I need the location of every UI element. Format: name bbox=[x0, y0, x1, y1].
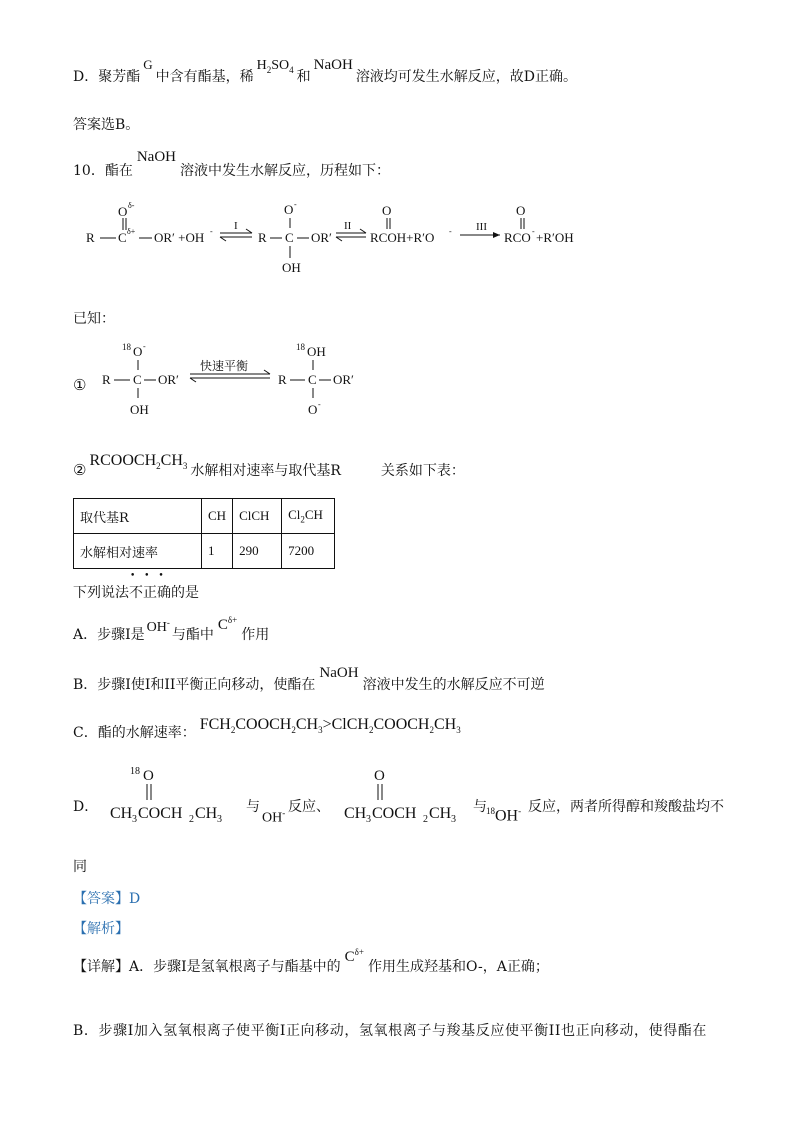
question-10-stem bbox=[73, 149, 390, 180]
option-b-pre: B．步骤I使I和II平衡正向移动，使酯在 bbox=[73, 677, 316, 693]
q10-b: 溶液中发生水解反应，历程如下： bbox=[179, 163, 390, 179]
option-b-post: 溶液中发生的水解反应不可逆 bbox=[362, 677, 545, 693]
svg-text:R: R bbox=[278, 372, 287, 387]
prev-d-a: D．聚芳酯 bbox=[73, 69, 141, 85]
known-1-number: ① bbox=[73, 376, 87, 394]
prev-d-naoh: NaOH bbox=[313, 57, 353, 73]
step-2-label: II bbox=[344, 220, 352, 232]
option-d-with-1: 与 bbox=[246, 799, 260, 815]
svg-text:OH: OH bbox=[282, 260, 301, 275]
svg-text:C: C bbox=[285, 230, 294, 245]
svg-text:RCO: RCO bbox=[504, 230, 531, 245]
svg-text:+R′OH: +R′OH bbox=[536, 230, 574, 245]
table-cell: 7200 bbox=[282, 534, 335, 569]
table-cell: 290 bbox=[233, 534, 282, 569]
svg-text:-: - bbox=[210, 227, 213, 236]
svg-text:OH: OH bbox=[307, 344, 326, 359]
svg-text:3: 3 bbox=[132, 814, 137, 825]
svg-text:RCOH+R′O: RCOH+R′O bbox=[370, 230, 435, 245]
known-2-number: ② bbox=[73, 461, 87, 479]
analysis-label: 【解析】 bbox=[73, 921, 129, 937]
svg-text:OH: OH bbox=[130, 402, 149, 417]
svg-text:O: O bbox=[284, 202, 294, 217]
known-2-text2: 关系如下表： bbox=[380, 463, 465, 479]
svg-text:3: 3 bbox=[366, 814, 371, 825]
q10-a: 10．酯在 bbox=[73, 163, 133, 179]
svg-text:O: O bbox=[133, 344, 143, 359]
table-row bbox=[74, 534, 335, 569]
answer-label: 【答案】D bbox=[73, 891, 141, 907]
option-d-label: D． bbox=[73, 799, 99, 815]
svg-text:C: C bbox=[133, 372, 142, 387]
option-d-ester-18o bbox=[108, 760, 238, 830]
svg-text:CH: CH bbox=[195, 805, 218, 822]
option-a-post: 作用 bbox=[241, 627, 270, 643]
detail-b: B．步骤I加入氢氧根离子使平衡I正向移动，氢氧根离子与羧基反应使平衡II也正向移动，使得酯在 bbox=[73, 1023, 708, 1039]
svg-text:R: R bbox=[86, 230, 95, 245]
option-a bbox=[73, 615, 270, 644]
question-prompt: 下列说法不正确的是 bbox=[73, 585, 199, 601]
known-2 bbox=[73, 452, 465, 479]
svg-text:C: C bbox=[118, 230, 127, 245]
option-c bbox=[73, 714, 461, 741]
table-header-cell: CH bbox=[202, 499, 233, 534]
svg-text:18: 18 bbox=[122, 342, 131, 352]
table-row bbox=[74, 499, 335, 534]
option-d-ester bbox=[342, 760, 462, 830]
svg-text:3: 3 bbox=[451, 814, 456, 825]
step-3-label: III bbox=[476, 221, 487, 233]
option-d-react-1: 反应、 bbox=[288, 799, 330, 815]
option-b bbox=[73, 665, 545, 694]
svg-text:R: R bbox=[258, 230, 267, 245]
table-cell: 1 bbox=[202, 534, 233, 569]
option-a-pre: A．步骤I是 bbox=[73, 627, 145, 643]
svg-text:-: - bbox=[449, 227, 452, 236]
prev-option-d bbox=[73, 57, 578, 87]
svg-text:R: R bbox=[102, 372, 111, 387]
detail-pre: 【详解】A．步骤I是氢氧根离子与酯基中的 bbox=[73, 959, 341, 975]
svg-text:O: O bbox=[118, 204, 128, 219]
svg-text:3: 3 bbox=[217, 814, 222, 825]
option-d-oh-1: OH- bbox=[262, 808, 286, 826]
svg-text:CH: CH bbox=[110, 805, 133, 822]
svg-text:-: - bbox=[143, 342, 146, 351]
known-label: 已知： bbox=[73, 311, 115, 327]
svg-text:-: - bbox=[532, 227, 535, 236]
table-header-cell: $Cl_2CH$ bbox=[282, 499, 335, 534]
prev-d-c: 溶液均可发生水解反应，故D正确。 bbox=[355, 69, 578, 85]
table-header-cell: ClCH bbox=[233, 499, 282, 534]
hydrolysis-mechanism bbox=[80, 198, 700, 278]
known-1-equilibrium bbox=[100, 336, 380, 420]
option-a-oh: OH- bbox=[146, 617, 170, 635]
detail-c: $C^{\delta+}$ bbox=[344, 947, 364, 965]
svg-text:-: - bbox=[294, 200, 297, 209]
svg-text:18: 18 bbox=[296, 342, 305, 352]
svg-text:OR′: OR′ bbox=[333, 372, 354, 387]
step-1-label: I bbox=[234, 220, 238, 232]
fast-equilibrium-label: 快速平衡 bbox=[200, 359, 249, 373]
detail-post: 作用生成羟基和O-，A正确； bbox=[367, 959, 549, 975]
q10-naoh: NaOH bbox=[136, 149, 176, 165]
svg-text:COCH: COCH bbox=[372, 805, 417, 822]
detail-a bbox=[73, 947, 549, 976]
option-a-c: $C^{\delta+}$ bbox=[217, 615, 238, 633]
svg-text:O: O bbox=[516, 203, 526, 218]
svg-text:δ-: δ- bbox=[128, 201, 135, 210]
option-a-mid: 与酯中 bbox=[171, 627, 214, 643]
option-d-react-2: 反应，两者所得醇和羧酸盐均不 bbox=[528, 799, 724, 815]
option-d-wrap: 同 bbox=[73, 859, 87, 875]
prev-d-h2so4: $H_2SO_4$ bbox=[256, 58, 294, 75]
option-d-with-2: 与 bbox=[473, 799, 487, 815]
svg-text:OR′ +OH: OR′ +OH bbox=[154, 230, 205, 245]
svg-text:18: 18 bbox=[130, 766, 140, 777]
svg-text:OR′: OR′ bbox=[311, 230, 332, 245]
known-2-text: 水解相对速率与取代基R bbox=[190, 463, 341, 479]
svg-text:O: O bbox=[382, 203, 392, 218]
table-header-cell: 取代基R bbox=[74, 499, 202, 534]
svg-text:CH: CH bbox=[344, 805, 367, 822]
rate-table bbox=[73, 498, 335, 569]
option-b-naoh: NaOH bbox=[319, 665, 359, 681]
option-d-oh-2: $^{18}$OH- bbox=[486, 806, 522, 825]
prev-d-and: 和 bbox=[296, 69, 311, 85]
svg-text:2: 2 bbox=[189, 814, 194, 825]
svg-text:δ+: δ+ bbox=[127, 227, 136, 236]
prev-d-g: G bbox=[143, 57, 153, 72]
table-cell: 水解相对速率 bbox=[74, 534, 202, 569]
svg-text:O: O bbox=[143, 768, 154, 784]
svg-text:C: C bbox=[308, 372, 317, 387]
emphasis-dots: • • • bbox=[130, 571, 167, 581]
svg-text:OR′: OR′ bbox=[158, 372, 179, 387]
option-c-formula: $FCH_2COOCH_2CH_3>ClCH_2COOCH_2CH_3$ bbox=[199, 716, 461, 736]
svg-text:O: O bbox=[308, 402, 318, 417]
option-c-pre: C．酯的水解速率： bbox=[73, 725, 196, 741]
prev-d-b: 中含有酯基，稀 bbox=[155, 69, 254, 85]
svg-text:COCH: COCH bbox=[138, 805, 183, 822]
svg-text:2: 2 bbox=[423, 814, 428, 825]
svg-text:CH: CH bbox=[429, 805, 452, 822]
svg-text:-: - bbox=[318, 400, 321, 409]
prev-answer: 答案选B。 bbox=[73, 117, 140, 133]
known-2-formula: $RCOOCH_2CH_3$ bbox=[89, 452, 188, 472]
svg-text:O: O bbox=[374, 768, 385, 784]
